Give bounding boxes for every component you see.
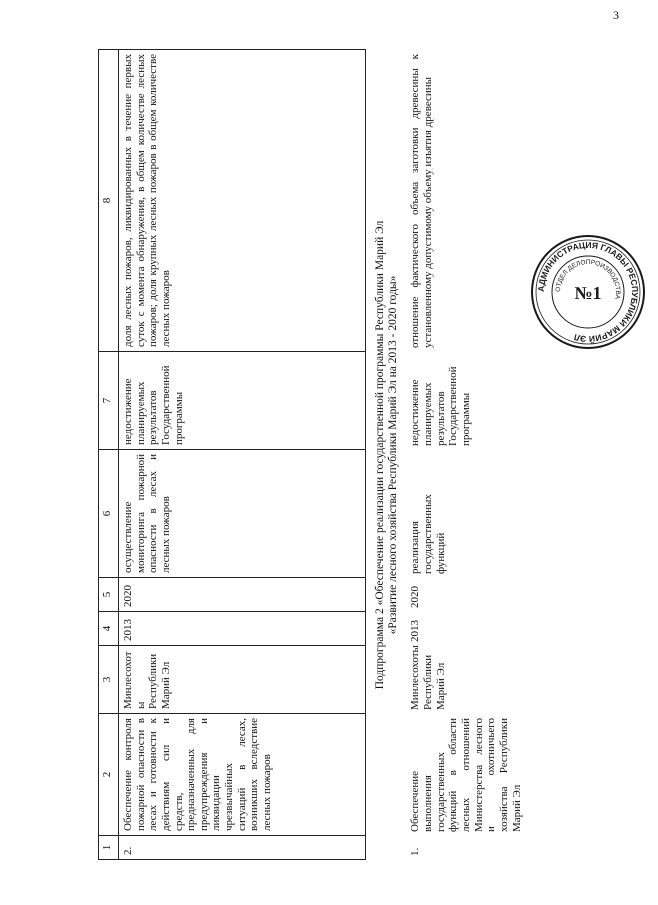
header-cell: 3: [99, 646, 119, 714]
header-cell: 5: [99, 578, 119, 612]
expected-result: осуществление мониторинга пожарной опасности в лесах и лесных пожаров: [119, 450, 366, 578]
consequence: недостижение планируемых результатов Государственной программы: [409, 366, 472, 446]
row-number: 1.: [409, 847, 422, 856]
table-row: [119, 50, 366, 860]
stamp-number: №1: [574, 283, 602, 303]
measure-name: Обеспечение контроля пожарной опасности в лесах и готовности к действиям сил и средств, предназначенных для предупреждения и ликвидации чрезвычайных ситуаций в лесах, возникших вследствие лесных пожаров: [119, 714, 366, 836]
measures-table: [98, 49, 366, 860]
office-stamp: [518, 232, 658, 352]
header-cell: 2: [99, 714, 119, 836]
header-cell: 1: [99, 836, 119, 860]
page-number: 3: [613, 8, 619, 22]
end-year: 2020: [409, 586, 422, 608]
header-cell: 6: [99, 450, 119, 578]
subprogram-title-line1: Подпрограмма 2 «Обеспечение реализации государственной программы Республики Марий Эл: [374, 220, 386, 690]
executor: Минлесохоты Республики Марий Эл: [119, 646, 366, 714]
subprogram-title: [366, 50, 406, 860]
end-year: 2020: [119, 578, 366, 612]
table-row: [406, 50, 526, 860]
start-year: 2013: [119, 612, 366, 646]
stamp-ring-text: АДМИНИСТРАЦИЯ ГЛАВЫ РЕСПУБЛИКИ МАРИЙ ЭЛ: [535, 239, 641, 345]
indicators: доля лесных пожаров, ликвидированных в течение первых суток с момента обнаружения, в общем количестве лесных пожаров; доля крупных лесных пожаров в общем количестве лесных пожаров: [119, 50, 366, 352]
executor: Минлесохоты Республики Марий Эл: [409, 645, 447, 710]
subprogram-table: [406, 50, 526, 860]
consequence: недостижение планируемых результатов Государственной программы: [119, 352, 366, 450]
start-year: 2013: [409, 620, 422, 642]
measure-name: Обеспечение выполнения государственных функций в области лесных отношений Министерства лесного и охотничьего хозяйства Республики Марий Эл: [409, 718, 523, 832]
header-cell: 8: [99, 50, 119, 352]
expected-result: реализация государственных функций: [409, 494, 447, 574]
indicators: отношение фактического объема заготовки древесины к установленному допустимому объему изъятия древесины: [409, 54, 435, 348]
header-cell: 7: [99, 352, 119, 450]
stamp-inner-text: ОТДЕЛ ДЕЛОПРОИЗВОДСТВА: [554, 258, 622, 300]
subprogram-title-line2: «Развитие лесного хозяйства Республики Марий Эл на 2013 - 2020 годы»: [387, 275, 400, 635]
header-cell: 4: [99, 612, 119, 646]
row-number: 2.: [119, 836, 366, 860]
rotated-sheet: [98, 50, 641, 860]
header-row: [99, 50, 119, 860]
